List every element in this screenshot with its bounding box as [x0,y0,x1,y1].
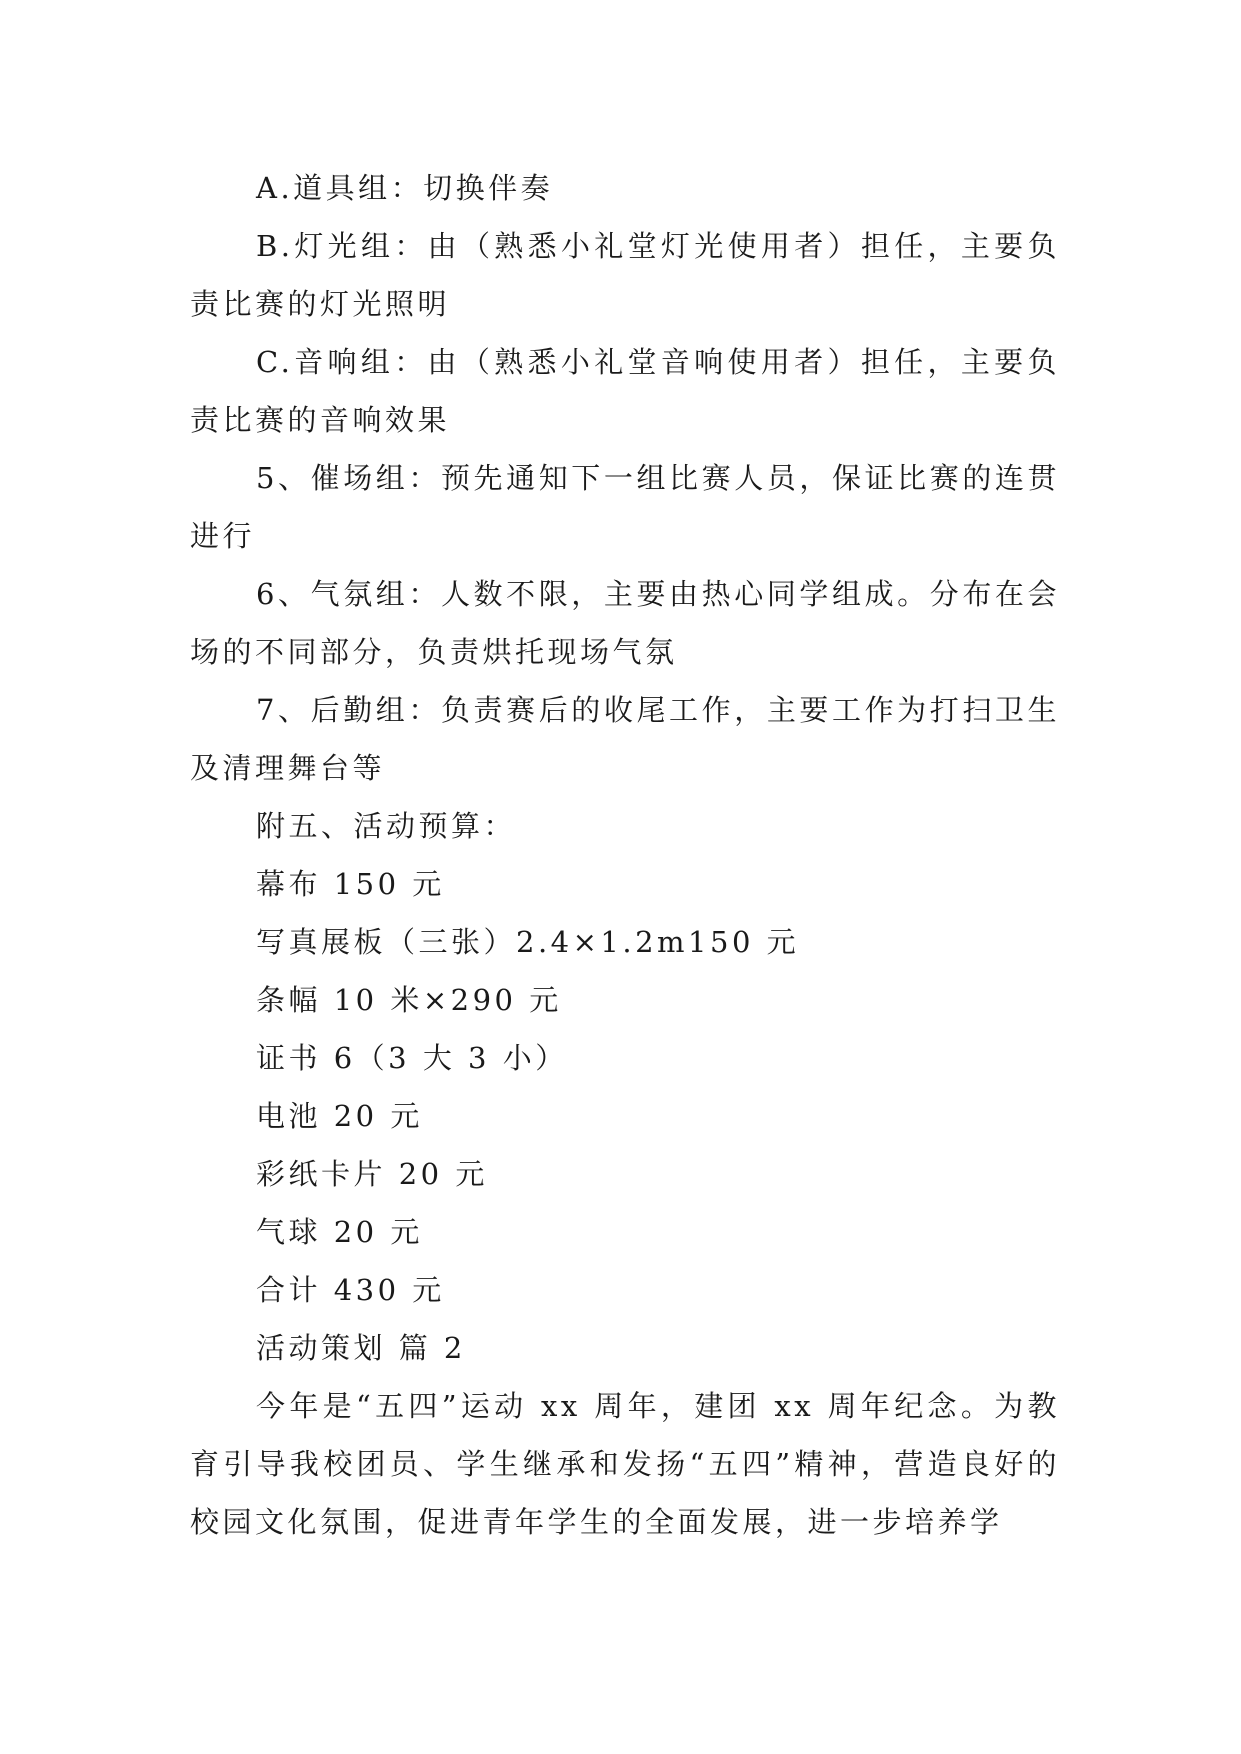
budget-item-curtain: 幕布 150 元 [256,867,445,901]
paragraph-intro-plan-2: 今年是“五四”运动 xx 周年，建团 xx 周年纪念。为教育引导我校团员、学生继承和发扬“五四”精神，营造良好的校园文化氛围，促进青年学生的全面发展，进一步培养学 [190,1389,1060,1539]
paragraph-lighting-group: B.灯光组：由（熟悉小礼堂灯光使用者）担任，主要负责比赛的灯光照明 [190,229,1060,321]
paragraph-cue-group: 5、催场组：预先通知下一组比赛人员，保证比赛的连贯进行 [190,461,1060,553]
paragraph-sound-group: C.音响组：由（熟悉小礼堂音响使用者）担任，主要负责比赛的音响效果 [190,345,1060,437]
budget-item-balloons: 气球 20 元 [256,1215,423,1249]
budget-total: 合计 430 元 [256,1273,445,1307]
document-body [190,159,1060,1551]
paragraph-props-group: A.道具组：切换伴奏 [256,171,554,205]
section-heading-plan-2: 活动策划 篇 2 [256,1331,466,1365]
budget-item-batteries: 电池 20 元 [256,1099,423,1133]
budget-item-certificates: 证书 6（3 大 3 小） [256,1041,568,1075]
budget-item-display-board: 写真展板（三张）2.4×1.2m150 元 [256,925,800,959]
paragraph-atmosphere-group: 6、气氛组：人数不限，主要由热心同学组成。分布在会场的不同部分，负责烘托现场气氛 [190,577,1060,669]
budget-item-colored-cards: 彩纸卡片 20 元 [256,1157,488,1191]
paragraph-logistics-group: 7、后勤组：负责赛后的收尾工作，主要工作为打扫卫生及清理舞台等 [190,693,1060,785]
budget-item-banner: 条幅 10 米×290 元 [256,983,562,1017]
paragraph-budget-heading: 附五、活动预算： [256,809,517,843]
